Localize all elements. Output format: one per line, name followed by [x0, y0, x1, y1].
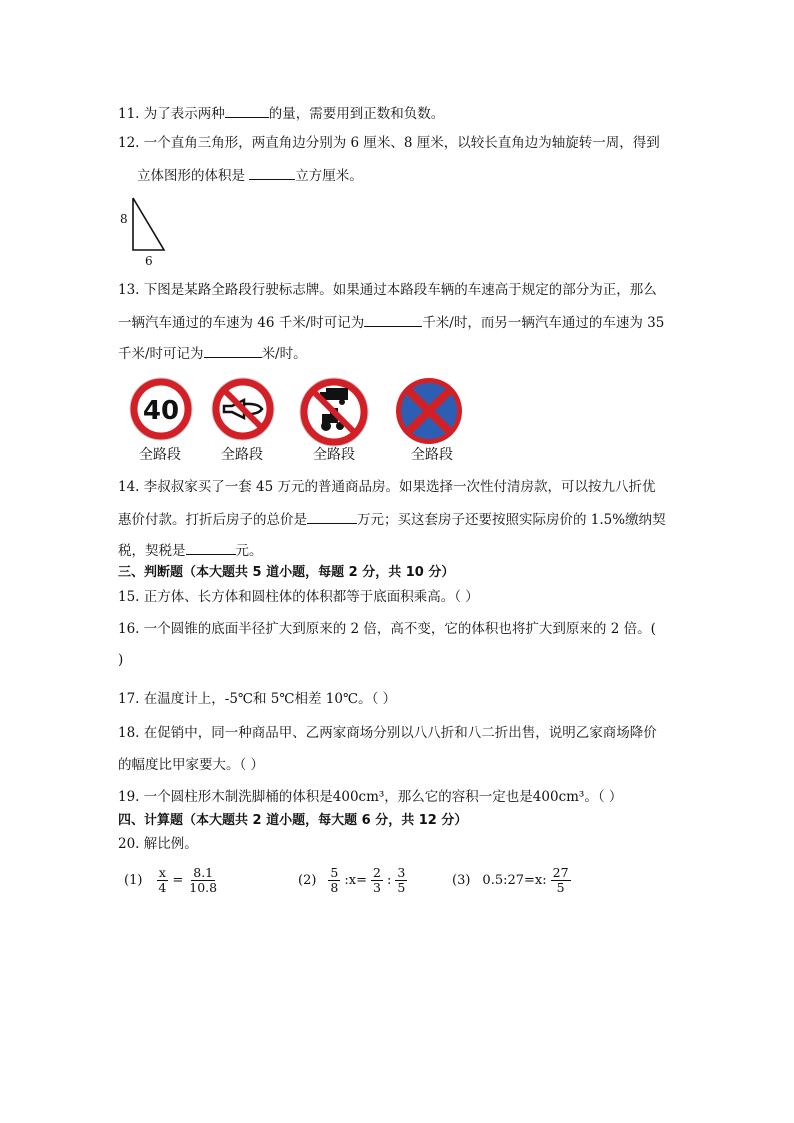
equation-1: (1) $\frac{x}{4}$ = $\frac{8.1}{10.8}$ [124, 865, 218, 895]
answer-blank[interactable] [364, 312, 422, 327]
question-14-line3: 税，契税是 元。 [118, 540, 263, 560]
fraction: $\frac{x}{4}$ [158, 865, 167, 895]
traffic-signs [118, 376, 478, 466]
question-12-line2: 立体图形的体积是 立方厘米。 [137, 165, 363, 185]
question-17: 17. 在温度计上，-5℃和 5℃相差 10℃。（ ） [118, 691, 397, 707]
fraction: $\frac{27}{5}$ [552, 865, 569, 895]
section-3-heading: 三、判断题（本大题共 5 道小题，每题 2 分，共 10 分） [118, 565, 455, 580]
question-16: 16. 一个圆锥的底面半径扩大到原来的 2 倍，高不变，它的体积也将扩大到原来的 2 倍。( [118, 621, 656, 637]
no-parking-sign-icon [394, 376, 464, 450]
speed-limit-40-sign-icon [128, 376, 194, 446]
answer-blank[interactable] [204, 343, 262, 358]
question-15: 15. 正方体、长方体和圆柱体的体积都等于底面积乘高。（ ） [118, 589, 479, 605]
triangle-icon [118, 196, 178, 256]
question-11: 11. 为了表示两种 的量，需要用到正数和负数。 [118, 103, 444, 123]
question-18-line2: 的幅度比甲家要大。（ ） [118, 757, 265, 773]
question-14-line2: 惠价付款。打折后房子的总价是 万元；买这套房子还要按照实际房价的 1.5%缴纳契 [118, 509, 666, 529]
equation-3: (3) 0.5:27=x: $\frac{27}{5}$ [452, 865, 569, 895]
fraction: $\frac{8.1}{10.8}$ [189, 865, 218, 895]
no-tractor-truck-sign-icon [298, 376, 370, 452]
answer-blank[interactable] [249, 165, 295, 180]
question-13-line2: 一辆汽车通过的车速为 46 千米/时可记为 千米/时，而另一辆汽车通过的车速为 35 [118, 312, 664, 332]
question-20: 20. 解比例。 [118, 836, 198, 852]
triangle-label-8: 8 [120, 212, 128, 226]
question-12: 12. 一个直角三角形，两直角边分别为 6 厘米、8 厘米，以较长直角边为轴旋转一周，得到 [118, 135, 660, 151]
answer-blank[interactable] [186, 540, 236, 555]
fraction: $\frac{2}{3}$ [372, 865, 381, 895]
section-4-heading: 四、计算题（本大题共 2 道小题，每大题 6 分，共 12 分） [118, 813, 468, 828]
sign-label: 全路段 [411, 447, 453, 463]
answer-blank[interactable] [307, 509, 357, 524]
fraction: $\frac{3}{5}$ [397, 865, 406, 895]
question-16-line2: ) [118, 652, 124, 668]
equation-2: (2) $\frac{5}{8}$ :x= $\frac{2}{3}$ : $\frac{3}{5}$ [298, 865, 406, 895]
triangle-label-6: 6 [145, 254, 153, 268]
question-14: 14. 李叔叔家买了一套 45 万元的普通商品房。如果选择一次性付清房款，可以按九八折优 [118, 479, 656, 495]
question-19: 19. 一个圆柱形木制洗脚桶的体积是400cm³，那么它的容积一定也是400cm³。（ ） [118, 789, 623, 805]
no-horn-sign-icon [210, 376, 276, 446]
answer-blank[interactable] [225, 103, 269, 118]
sign-label: 全路段 [221, 447, 263, 463]
sign-label: 全路段 [313, 447, 355, 463]
sign-label: 全路段 [139, 447, 181, 463]
question-13-line3: 千米/时可记为 米/时。 [118, 343, 307, 363]
fraction: $\frac{5}{8}$ [330, 865, 339, 895]
right-triangle-figure [118, 196, 178, 272]
question-13: 13. 下图是某路全路段行驶标志牌。如果通过本路段车辆的车速高于规定的部分为正，那么 [118, 282, 657, 298]
speed-limit-value: 40 [142, 396, 180, 426]
question-18: 18. 在促销中，同一种商品甲、乙两家商场分别以八八折和八二折出售，说明乙家商场降价 [118, 725, 657, 741]
